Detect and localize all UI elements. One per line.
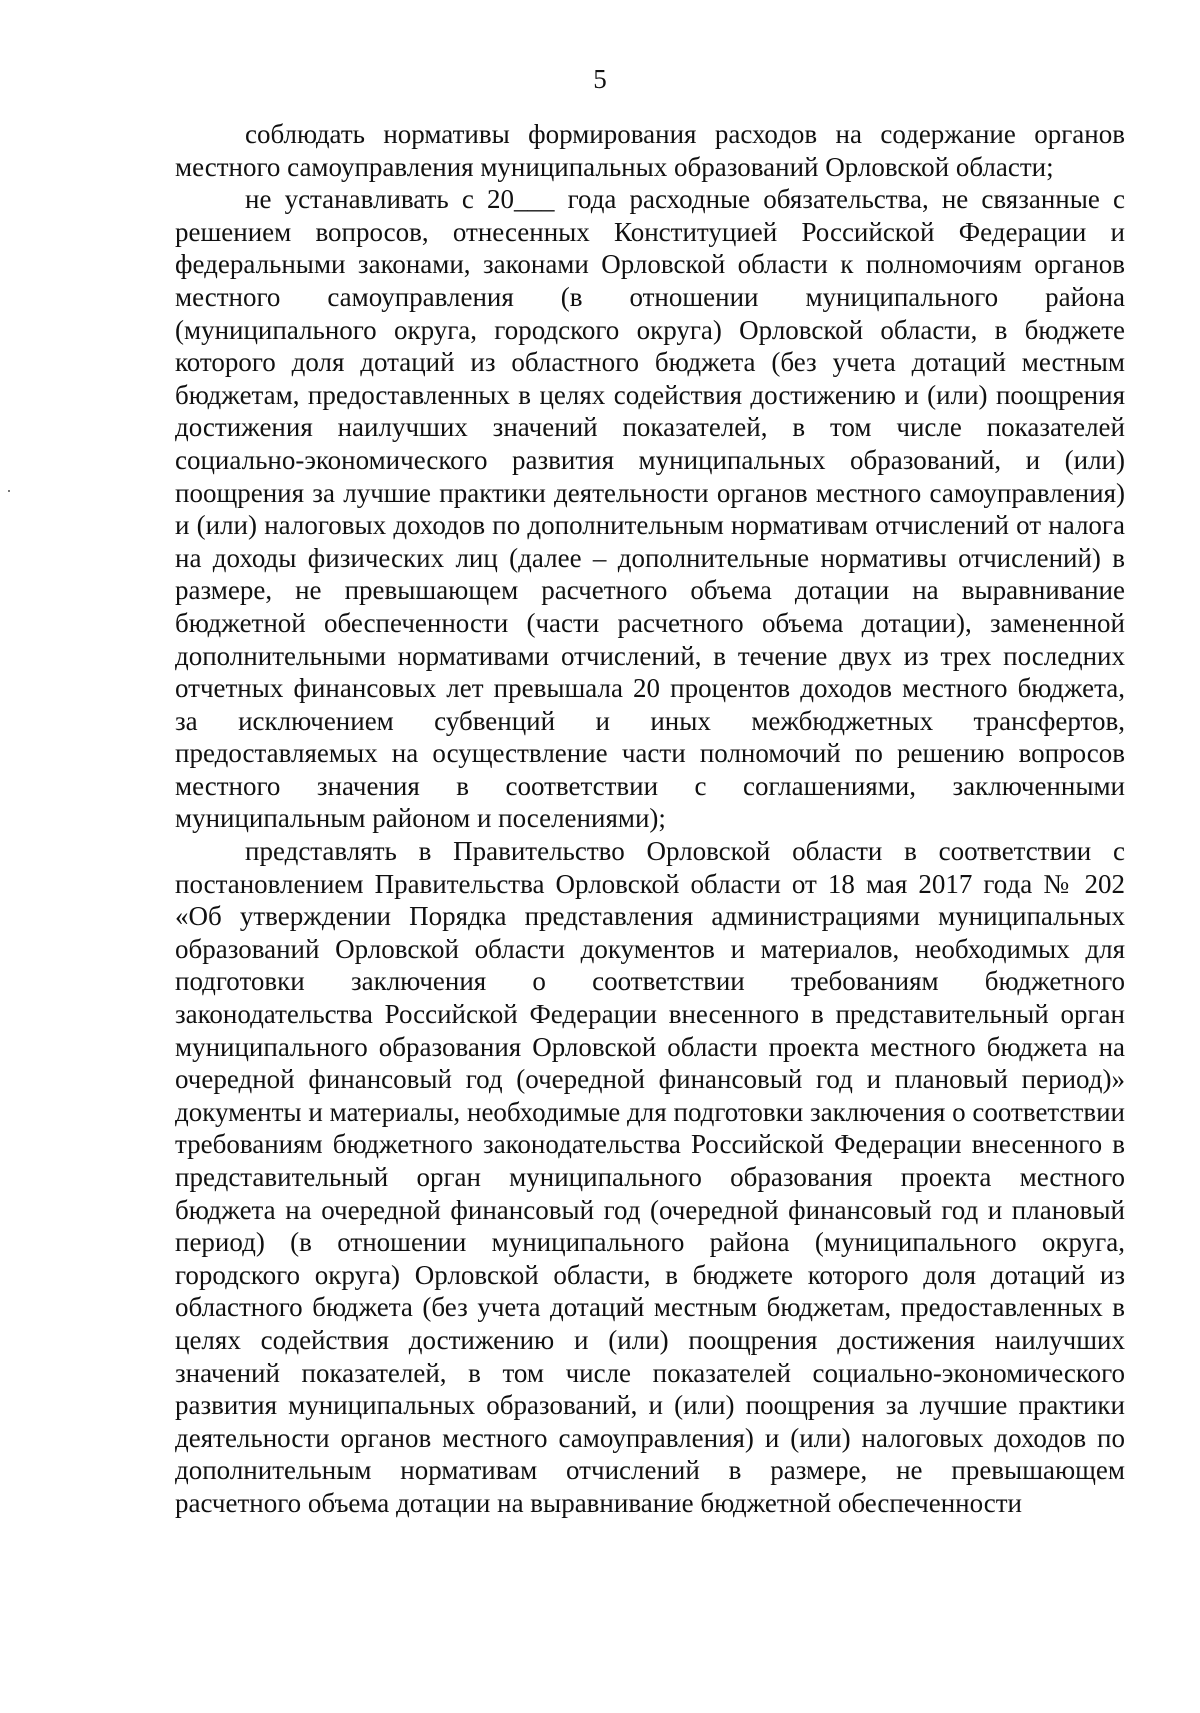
paragraph: не устанавливать с 20___ года расходные обязательства, не связанные с решением вопросов, отнесенных Конституцией Российской Федерации и федеральными законами, законами Орловской области к полномочиям органов местного самоуправления (в отношении муниципального района (муниципального округа, городского округа) Орловской области, в бюджете которого доля дотаций из областного бюджета (без учета дотаций местным бюджетам, предоставленных в целях содействия достижению и (или) поощрения достижения наилучших значений показателей, в том числе показателей социально-экономического развития муниципальных образований, и (или) поощрения за лучшие практики деятельности органов местного самоуправления) и (или) налоговых доходов по дополнительным нормативам отчислений от налога на доходы физических лиц (далее – дополнительные нормативы отчислений) в размере, не превышающем расчетного объема дотации на выравнивание бюджетной обеспеченности (части расчетного объема дотации), замененной дополнительными нормативами отчислений, в течение двух из трех последних отчетных финансовых лет превышала 20 процентов доходов местного бюджета, за исключением субвенций и иных межбюджетных трансфертов, предоставляемых на осуществление части полномочий по решению вопросов местного значения в соответствии с соглашениями, заключенными муниципальным районом и поселениями); <box>175 184 1125 834</box>
paragraph: соблюдать нормативы формирования расходов на содержание органов местного самоуправления муниципальных образований Орловской области; <box>175 119 1125 182</box>
body-text <box>175 118 1125 1520</box>
scan-speck <box>8 490 10 492</box>
page-number: 5 <box>593 64 607 94</box>
paragraph: представлять в Правительство Орловской области в соответствии с постановлением Правительства Орловской области от 18 мая 2017 года № 202 «Об утверждении Порядка представления администрациями муниципальных образований Орловской области документов и материалов, необходимых для подготовки заключения о соответствии требованиям бюджетного законодательства Российской Федерации внесенного в представительный орган муниципального образования Орловской области проекта местного бюджета на очередной финансовый год (очередной финансовый год и плановый период)» документы и материалы, необходимые для подготовки заключения о соответствии требованиям бюджетного законодательства Российской Федерации внесенного в представительный орган муниципального образования проекта местного бюджета на очередной финансовый год (очередной финансовый год и плановый период) (в отношении муниципального района (муниципального округа, городского округа) Орловской области, в бюджете которого доля дотаций из областного бюджета (без учета дотаций местным бюджетам, предоставленных в целях содействия достижению и (или) поощрения достижения наилучших значений показателей, в том числе показателей социально-экономического развития муниципальных образований, и (или) поощрения за лучшие практики деятельности органов местного самоуправления) и (или) налоговых доходов по дополнительным нормативам отчислений в размере, не превышающем расчетного объема дотации на выравнивание бюджетной обеспеченности <box>175 836 1125 1518</box>
